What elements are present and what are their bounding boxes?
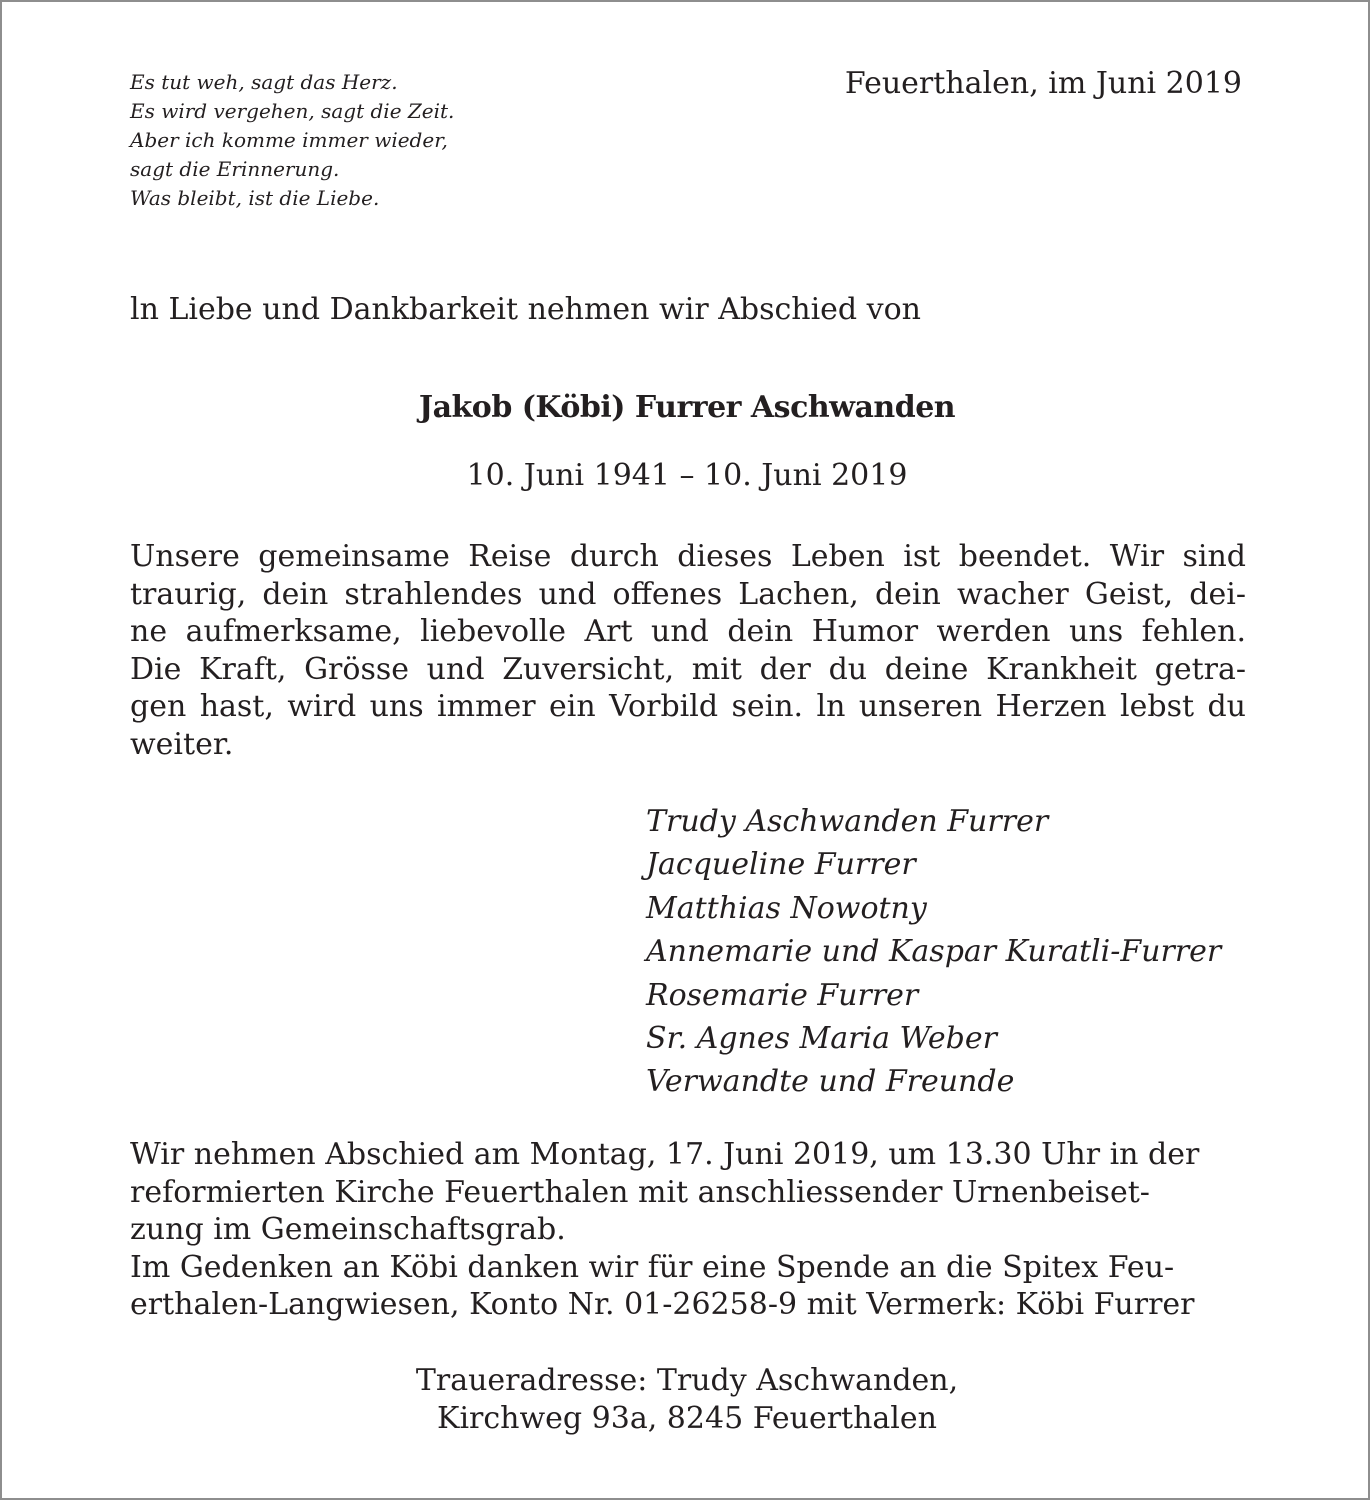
mourner-name: Matthias Nowotny [646,890,927,926]
tribute-line: gen hast, wird uns immer ein Vorbild sein. ln unseren Herzen lebst du [130,689,1246,724]
address-line: Kirchweg 93a, 8245 Feuerthalen [437,1400,937,1436]
poem-line: Was bleibt, ist die Liebe. [130,186,380,210]
mourning-address [2,1362,1370,1437]
place-date: Feuerthalen, im Juni 2019 [844,66,1242,101]
tribute-line: Unsere gemeinsame Reise durch dieses Leben ist beendet. Wir sind [130,539,1246,574]
poem [130,68,454,213]
tribute-paragraph [130,538,1246,763]
mourner-name: Sr. Agnes Maria Weber [646,1021,997,1057]
service-line: Wir nehmen Abschied am Montag, 17. Juni 2019, um 13.30 Uhr in der [130,1137,1200,1172]
mourner-name: Rosemarie Furrer [646,977,919,1013]
service-line: zung im Gemeinschaftsgrab. [130,1212,566,1248]
poem-line: sagt die Erinnerung. [130,157,340,181]
poem-line: Es wird vergehen, sagt die Zeit. [130,99,455,123]
tribute-line: ne aufmerksame, liebevolle Art und dein Humor werden uns fehlen. [130,614,1246,649]
mourner-name: Trudy Aschwanden Furrer [646,804,1049,839]
service-line: reformierten Kirche Feuerthalen mit anschliessender Urnenbeiset- [130,1174,1150,1210]
poem-line: Es tut weh, sagt das Herz. [130,70,398,94]
mourner-name: Verwandte und Freunde [646,1064,1015,1100]
mourner-name: Annemarie und Kaspar Kuratli-Furrer [646,934,1222,970]
life-dates: 10. Juni 1941 – 10. Juni 2019 [466,458,908,493]
tribute-line: traurig, dein strahlendes und offenes Lachen, dein wacher Geist, dei- [130,576,1246,612]
service-line: erthalen-Langwiesen, Konto Nr. 01-26258-9 mit Vermerk: Köbi Furrer [130,1287,1195,1323]
service-line: Im Gedenken an Köbi danken wir für eine Spende an die Spitex Feu- [130,1249,1175,1285]
tribute-line: Die Kraft, Grösse und Zuversicht, mit der du deine Krankheit getra- [130,651,1246,687]
deceased-name: Jakob (Köbi) Furrer Aschwanden [418,390,956,425]
address-line: Traueradresse: Trudy Aschwanden, [415,1363,959,1398]
service-information [130,1136,1246,1324]
intro-text: ln Liebe und Dankbarkeit nehmen wir Abschied von [130,292,922,327]
tribute-line: weiter. [130,726,234,762]
poem-line: Aber ich komme immer wieder, [130,128,448,152]
mourners-list [646,800,1221,1104]
mourner-name: Jacqueline Furrer [646,847,916,883]
